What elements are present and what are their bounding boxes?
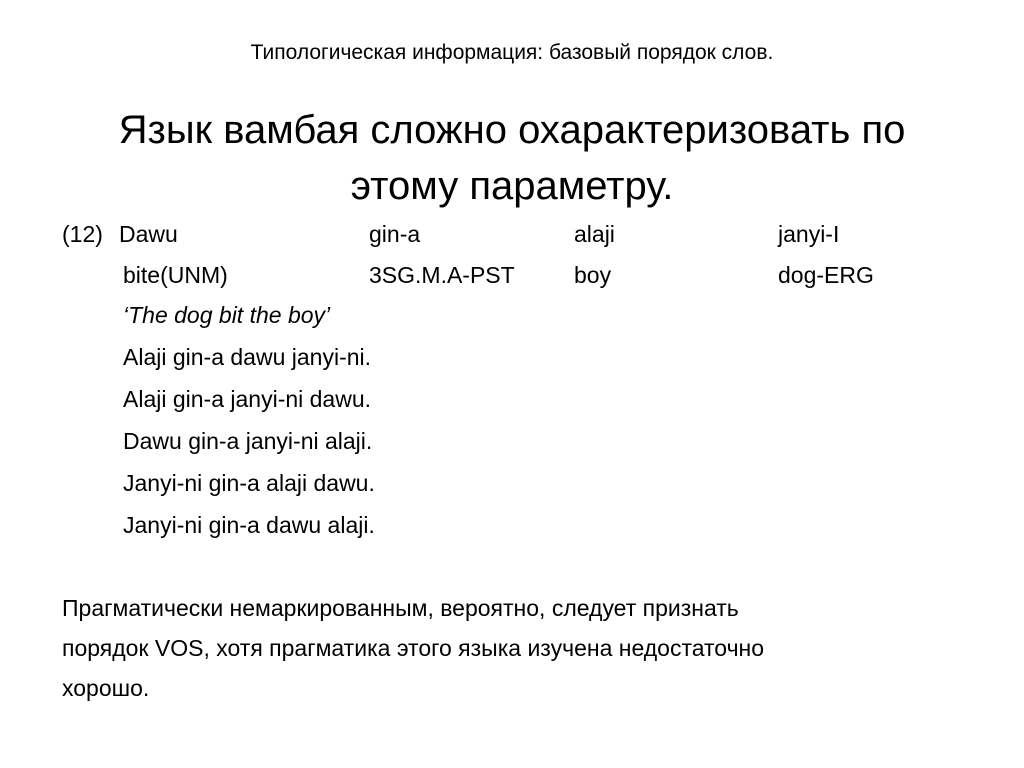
title-line-2: этому параметру.	[350, 164, 674, 208]
conclusion-line-3: хорошо.	[62, 675, 150, 701]
gloss-dog: dog-ERG	[778, 262, 874, 288]
word-alaji: alaji	[574, 221, 615, 247]
gloss-boy: boy	[574, 262, 612, 288]
slide-subtitle: Типологическая информация: базовый порядок слов.	[250, 41, 774, 64]
variant-item: Alaji gin-a janyi-ni dawu.	[123, 386, 372, 412]
example-words-row	[62, 219, 962, 249]
example-glosses-row	[62, 260, 962, 290]
conclusion-paragraph	[62, 588, 962, 708]
word-dawu: Dawu	[119, 221, 178, 247]
gloss-bite: bite(UNM)	[123, 262, 228, 288]
word-janyi: janyi-I	[778, 221, 840, 247]
conclusion-line-2: порядок VOS, хотя прагматика этого языка изучена недостаточно	[62, 635, 765, 661]
word-order-variants	[123, 342, 375, 552]
example-translation: ‘The dog bit the boy’	[123, 302, 331, 328]
word-gin-a: gin-a	[369, 221, 421, 247]
title-line-1: Язык вамбая сложно охарактеризовать по	[118, 108, 906, 152]
variant-item: Janyi-ni gin-a alaji dawu.	[123, 470, 375, 496]
variant-item: Dawu gin-a janyi-ni alaji.	[123, 428, 373, 454]
conclusion-line-1: Прагматически немаркированным, вероятно, следует признать	[62, 595, 739, 621]
variant-item: Janyi-ni gin-a dawu alaji.	[123, 512, 375, 538]
slide-title	[40, 102, 984, 214]
gloss-3sg: 3SG.M.A-PST	[369, 262, 515, 288]
example-number: (12)	[62, 221, 103, 247]
variant-item: Alaji gin-a dawu janyi-ni.	[123, 344, 372, 370]
